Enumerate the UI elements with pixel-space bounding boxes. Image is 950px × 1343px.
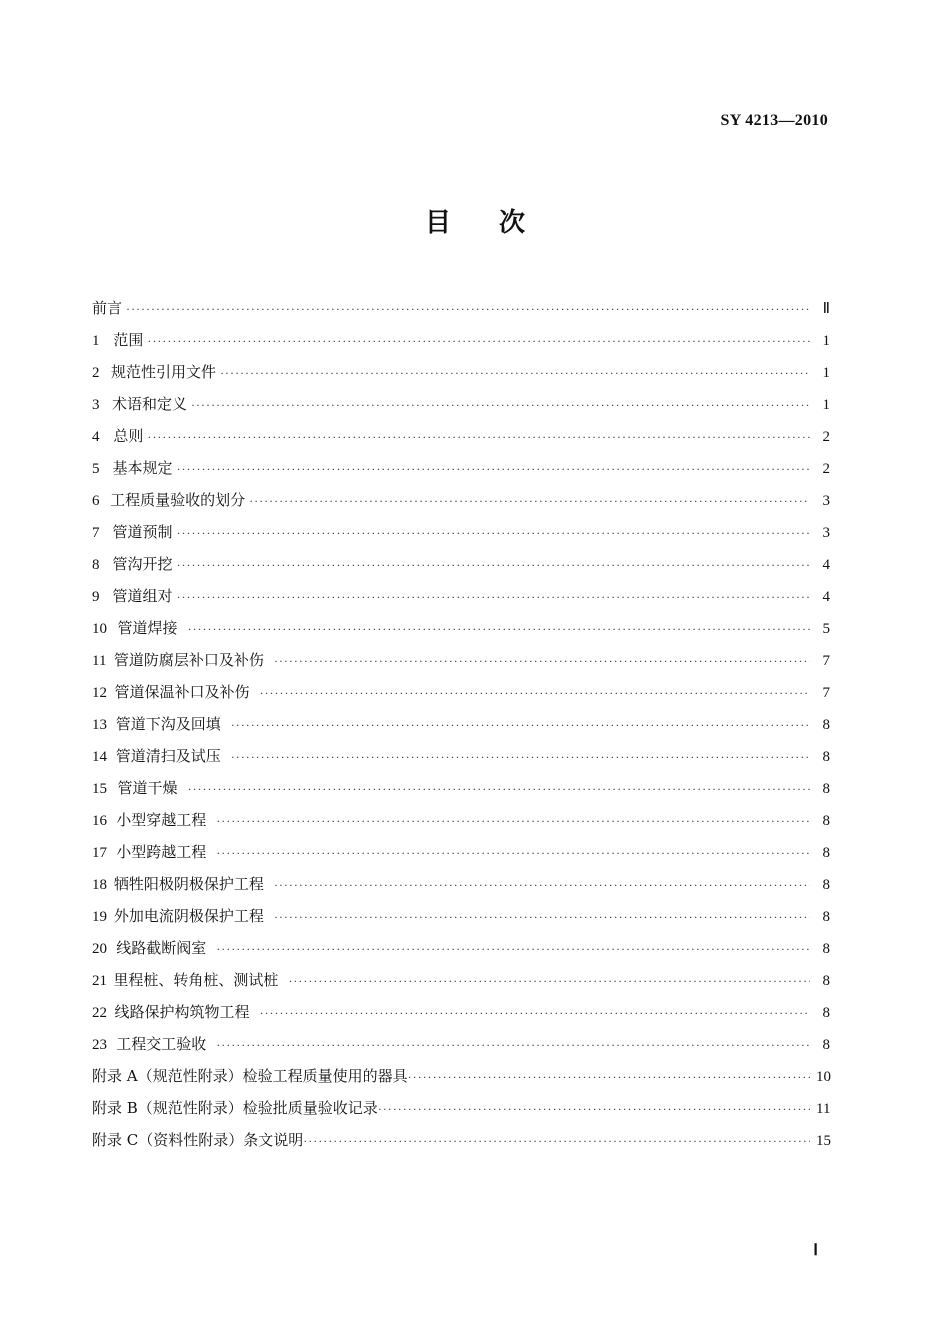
toc-leader-dots — [187, 613, 810, 645]
toc-entry-number: 7 — [92, 525, 100, 541]
toc-entry-chapter[interactable] — [92, 580, 830, 612]
toc-entry-number: 12 — [92, 685, 107, 701]
toc-entry-number: 16 — [92, 813, 107, 829]
toc-entry-chapter[interactable] — [92, 740, 830, 772]
toc-entry-label: 检验批质量验收记录 — [242, 1099, 378, 1117]
toc-entry-page: 8 — [822, 845, 830, 861]
toc-entry-chapter[interactable] — [92, 932, 830, 964]
toc-leader-dots — [231, 741, 810, 773]
toc-leader-dots — [408, 1061, 810, 1093]
toc-entry-chapter[interactable] — [92, 356, 830, 388]
toc-entry-label: 管道下沟及回填 — [115, 715, 221, 733]
toc-entry-chapter[interactable] — [92, 484, 830, 516]
toc-entry-label: 总则 — [113, 427, 144, 445]
toc-entry-chapter[interactable] — [92, 868, 830, 900]
toc-entry-label: 检验工程质量使用的器具 — [242, 1067, 408, 1085]
toc-entry-preface[interactable] — [92, 292, 830, 324]
toc-entry-number: 18 — [92, 877, 107, 893]
toc-appendix-tag: 附录 B（规范性附录） — [92, 1099, 243, 1117]
toc-entry-label: 工程交工验收 — [116, 1035, 207, 1053]
toc-leader-dots — [147, 325, 810, 357]
toc-entry-appendix[interactable] — [92, 1124, 830, 1156]
toc-entry-number: 2 — [92, 365, 100, 381]
toc-entry-page: 8 — [822, 781, 830, 797]
toc-entry-label: 管道焊接 — [117, 619, 178, 637]
toc-entry-label: 基本规定 — [112, 459, 173, 477]
toc-leader-dots — [176, 581, 810, 613]
table-of-contents — [92, 292, 830, 1156]
toc-entry-chapter[interactable] — [92, 420, 830, 452]
toc-entry-page: 3 — [822, 525, 830, 541]
toc-entry-label: 管道预制 — [112, 523, 173, 541]
toc-leader-dots — [288, 965, 810, 997]
toc-leader-dots — [303, 1125, 810, 1157]
toc-entry-label: 外加电流阴极保护工程 — [113, 907, 264, 925]
toc-entry-number: 13 — [92, 717, 107, 733]
toc-entry-number: 23 — [92, 1037, 107, 1053]
toc-entry-number: 9 — [92, 589, 100, 605]
toc-entry-page: 1 — [822, 365, 830, 381]
toc-appendix-tag: 附录 C（资料性附录） — [92, 1131, 244, 1149]
page-number: Ⅰ — [813, 1242, 818, 1259]
toc-entry-number: 11 — [92, 653, 107, 669]
toc-leader-dots — [220, 357, 810, 389]
page-title: 目次 — [424, 208, 573, 238]
toc-entry-number: 4 — [92, 429, 100, 445]
toc-entry-chapter[interactable] — [92, 708, 830, 740]
toc-entry-chapter[interactable] — [92, 804, 830, 836]
standard-code: SY 4213—2010 — [720, 112, 828, 129]
toc-entry-page: 11 — [816, 1101, 831, 1117]
toc-entry-label: 管道保温补口及补伤 — [114, 683, 250, 701]
toc-entry-number: 19 — [92, 909, 107, 925]
toc-entry-number: 14 — [92, 749, 107, 765]
toc-entry-label: 范围 — [113, 331, 144, 349]
toc-entry-number: 5 — [92, 461, 100, 477]
toc-entry-chapter[interactable] — [92, 516, 830, 548]
toc-entry-page: 2 — [822, 461, 830, 477]
toc-leader-dots — [274, 869, 810, 901]
toc-entry-label: 条文说明 — [243, 1131, 304, 1149]
toc-leader-dots — [176, 517, 810, 549]
toc-entry-label: 管道干燥 — [117, 779, 178, 797]
toc-entry-page: 1 — [822, 333, 830, 349]
toc-entry-number: 3 — [92, 397, 100, 413]
toc-leader-dots — [260, 997, 810, 1029]
toc-entry-page: 8 — [822, 909, 830, 925]
toc-entry-appendix[interactable] — [92, 1092, 830, 1124]
toc-leader-dots — [126, 293, 810, 325]
toc-entry-number: 21 — [92, 973, 107, 989]
toc-entry-label: 术语和定义 — [111, 395, 187, 413]
toc-leader-dots — [249, 485, 810, 517]
toc-entry-label: 里程桩、转角桩、测试桩 — [113, 971, 279, 989]
toc-entry-label: 线路保护构筑物工程 — [114, 1003, 250, 1021]
toc-entry-page: 3 — [822, 493, 830, 509]
toc-entry-appendix[interactable] — [92, 1060, 830, 1092]
toc-entry-page: 8 — [822, 1005, 830, 1021]
toc-leader-dots — [274, 645, 810, 677]
toc-leader-dots — [176, 549, 810, 581]
toc-entry-page: 7 — [822, 653, 830, 669]
toc-leader-dots — [216, 933, 810, 965]
toc-leader-dots — [147, 421, 810, 453]
toc-entry-label: 管沟开挖 — [112, 555, 173, 573]
toc-entry-number: 8 — [92, 557, 100, 573]
toc-leader-dots — [191, 389, 810, 421]
toc-entry-number: 17 — [92, 845, 107, 861]
toc-entry-page: 5 — [822, 621, 830, 637]
toc-entry-number: 10 — [92, 621, 107, 637]
toc-entry-chapter[interactable] — [92, 388, 830, 420]
toc-entry-page: 8 — [822, 717, 830, 733]
toc-entry-label: 小型穿越工程 — [116, 811, 207, 829]
toc-entry-page: 7 — [822, 685, 830, 701]
toc-entry-page: 4 — [822, 589, 830, 605]
toc-entry-page: 8 — [822, 941, 830, 957]
toc-entry-chapter[interactable] — [92, 452, 830, 484]
toc-entry-label: 管道组对 — [112, 587, 173, 605]
toc-entry-chapter[interactable] — [92, 548, 830, 580]
toc-entry-number: 1 — [92, 333, 100, 349]
toc-leader-dots — [274, 901, 810, 933]
toc-entry-label: 管道清扫及试压 — [115, 747, 221, 765]
toc-entry-label: 规范性引用文件 — [111, 363, 217, 381]
toc-entry-page: 8 — [822, 973, 830, 989]
toc-leader-dots — [231, 709, 810, 741]
toc-entry-chapter[interactable] — [92, 1028, 830, 1060]
toc-entry-number: 20 — [92, 941, 107, 957]
toc-entry-label: 牺牲阳极阴极保护工程 — [113, 875, 264, 893]
toc-leader-dots — [216, 837, 810, 869]
toc-leader-dots — [176, 453, 810, 485]
toc-entry-number: 15 — [92, 781, 107, 797]
toc-entry-chapter[interactable] — [92, 996, 830, 1028]
toc-entry-page: Ⅱ — [822, 301, 830, 317]
toc-entry-chapter[interactable] — [92, 772, 830, 804]
toc-entry-page: 8 — [822, 813, 830, 829]
toc-entry-page: 8 — [822, 1037, 830, 1053]
toc-entry-label: 管道防腐层补口及补伤 — [113, 651, 264, 669]
toc-entry-chapter[interactable] — [92, 900, 830, 932]
toc-entry-page: 10 — [816, 1069, 831, 1085]
toc-entry-chapter[interactable] — [92, 644, 830, 676]
toc-entry-label: 线路截断阀室 — [116, 939, 207, 957]
toc-appendix-tag: 附录 A（规范性附录） — [92, 1067, 243, 1085]
toc-leader-dots — [216, 1029, 810, 1061]
toc-entry-chapter[interactable] — [92, 964, 830, 996]
toc-entry-page: 8 — [822, 877, 830, 893]
toc-entry-number: 6 — [92, 493, 100, 509]
toc-entry-chapter[interactable] — [92, 612, 830, 644]
toc-entry-page: 2 — [822, 429, 830, 445]
toc-entry-number: 22 — [92, 1005, 107, 1021]
toc-leader-dots — [378, 1093, 810, 1125]
toc-entry-page: 4 — [822, 557, 830, 573]
toc-entry-label: 工程质量验收的划分 — [110, 491, 246, 509]
toc-leader-dots — [260, 677, 810, 709]
toc-leader-dots — [187, 773, 810, 805]
toc-entry-page: 15 — [816, 1133, 831, 1149]
toc-entry-chapter[interactable] — [92, 676, 830, 708]
toc-entry-page: 1 — [822, 397, 830, 413]
toc-entry-chapter[interactable] — [92, 836, 830, 868]
toc-entry-label: 前言 — [92, 299, 123, 317]
toc-entry-label: 小型跨越工程 — [116, 843, 207, 861]
toc-entry-chapter[interactable] — [92, 324, 830, 356]
toc-entry-page: 8 — [822, 749, 830, 765]
toc-leader-dots — [216, 805, 810, 837]
